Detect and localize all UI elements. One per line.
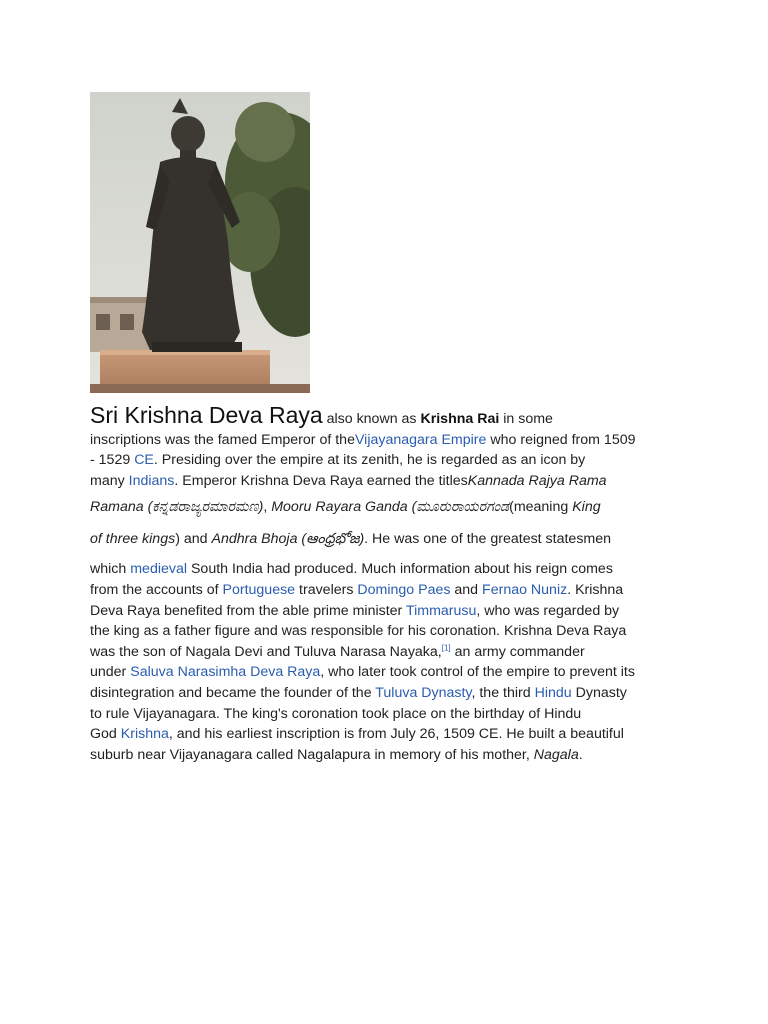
article-line-2: inscriptions was the famed Emperor of theVijayanagara Empire who reigned from 1509 (90, 431, 636, 448)
link-fernao-nuniz[interactable]: Fernao Nuniz (482, 581, 568, 598)
article-line-13: disintegration and became the founder of the Tuluva Dynasty, the third Hindu Dynasty (90, 684, 627, 701)
link-krishna[interactable]: Krishna (120, 726, 169, 743)
link-tuluva-dynasty[interactable]: Tuluva Dynasty (375, 684, 472, 701)
article-line-15: God Krishna, and his earliest inscription is from July 26, 1509 CE. He built a beautiful (90, 726, 624, 743)
article-line-10: the king as a father figure and was responsible for his coronation. Krishna Deva Raya (90, 623, 627, 640)
article-line-5: Ramana (ಕನ್ನಡರಾಜ್ಯರಮಾರಮಣ), Mooru Rayara Ganda (ಮೂರುರಾಯರಗಂಡ(meaning King (90, 499, 601, 516)
article-line-1: Sri Krishna Deva Raya also known as Krishna Rai in some (90, 402, 553, 428)
article-line-14: to rule Vijayanagara. The king's coronation took place on the birthday of Hindu (90, 705, 582, 722)
article-line-3: - 1529 CE. Presiding over the empire at its zenith, he is regarded as an icon by (90, 452, 586, 469)
link-saluva-narasimha[interactable]: Saluva Narasimha Deva Raya (130, 664, 321, 681)
statue-photo (90, 92, 310, 393)
article-body (90, 402, 675, 765)
link-vijayanagara-empire[interactable]: Vijayanagara Empire (354, 431, 487, 448)
link-hindu[interactable]: Hindu (534, 684, 572, 701)
article-title: Sri Krishna Deva Raya (90, 402, 323, 428)
article-line-12: under Saluva Narasimha Deva Raya, who later took control of the empire to prevent its (90, 664, 635, 681)
article-line-4: many Indians. Emperor Krishna Deva Raya earned the titlesKannada Rajya Rama (90, 472, 607, 489)
link-domingo-paes[interactable]: Domingo Paes (357, 581, 451, 598)
alias-bold: Krishna Rai (420, 411, 500, 427)
article-line-8: from the accounts of Portuguese travelers Domingo Paes and Fernao Nuniz. Krishna (90, 581, 624, 598)
article-line-6: of three kings) and Andhra Bhoja (ఆంధ్రభోజ). He was one of the greatest statesmen (90, 531, 612, 548)
link-medieval[interactable]: medieval (130, 561, 188, 578)
article-line-11: was the son of Nagala Devi and Tuluva Narasa Nayaka,[1] an army commander (90, 643, 585, 660)
link-portuguese[interactable]: Portuguese (222, 581, 296, 598)
link-ce[interactable]: CE (134, 452, 154, 469)
link-timmarusu[interactable]: Timmarusu (405, 602, 477, 619)
article-line-7: which medieval South India had produced. Much information about his reign comes (90, 561, 613, 578)
statue-illustration (90, 92, 310, 393)
citation-1[interactable]: [1] (441, 643, 451, 653)
article-line-16: suburb near Vijayanagara called Nagalapura in memory of his mother, Nagala. (90, 746, 583, 763)
link-indians[interactable]: Indians (128, 472, 175, 489)
article-line-9: Deva Raya benefited from the able prime minister Timmarusu, who was regarded by (90, 602, 620, 619)
